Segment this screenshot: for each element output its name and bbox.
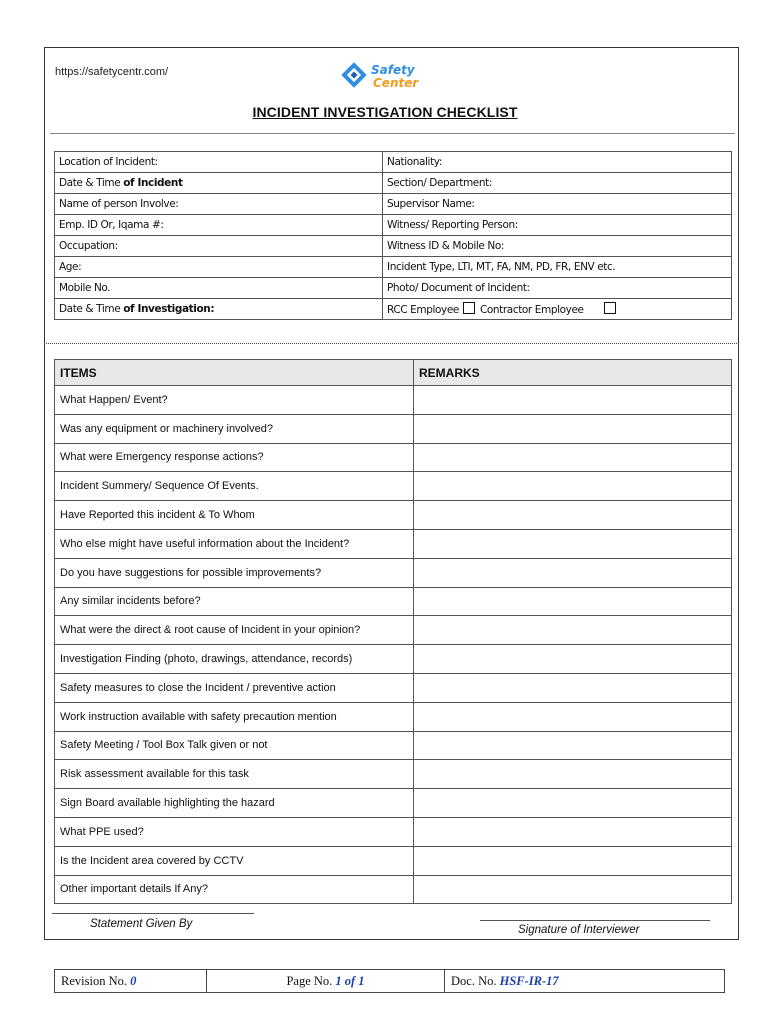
doc-number-cell (445, 970, 725, 993)
info-row (55, 152, 732, 173)
document-footer (54, 969, 725, 993)
remarks-cell[interactable] (414, 386, 732, 415)
remarks-cell[interactable] (414, 673, 732, 702)
employee-type-field (383, 299, 732, 320)
checklist-row (55, 875, 732, 904)
checklist-item: Any similar incidents before? (55, 587, 414, 616)
statement-signature-line (52, 913, 254, 914)
occupation-field[interactable]: Occupation: (55, 236, 383, 257)
age-field[interactable]: Age: (55, 257, 383, 278)
info-row (55, 278, 732, 299)
mobile-field[interactable]: Mobile No. (55, 278, 383, 299)
dotted-divider (44, 343, 739, 344)
checklist-row (55, 731, 732, 760)
remarks-cell[interactable] (414, 529, 732, 558)
info-row (55, 299, 732, 320)
remarks-cell[interactable] (414, 645, 732, 674)
checklist-item: Risk assessment available for this task (55, 760, 414, 789)
checklist-row (55, 817, 732, 846)
checklist-row (55, 501, 732, 530)
checklist-row (55, 846, 732, 875)
checklist-item: Incident Summery/ Sequence Of Events. (55, 472, 414, 501)
page-label: Page No. (286, 973, 333, 988)
checklist-item: Investigation Finding (photo, drawings, attendance, records) (55, 645, 414, 674)
checklist-row (55, 616, 732, 645)
interviewer-signature-line (480, 920, 710, 921)
field-label-bold: of Investigation: (123, 303, 215, 315)
doc-label: Doc. No. (451, 973, 497, 988)
info-row (55, 173, 732, 194)
revision-cell (55, 970, 207, 993)
info-row (55, 215, 732, 236)
field-label: Date & Time (59, 303, 124, 315)
remarks-cell[interactable] (414, 702, 732, 731)
info-row (55, 194, 732, 215)
checklist-item: What PPE used? (55, 817, 414, 846)
header-divider (50, 133, 735, 134)
remarks-cell[interactable] (414, 846, 732, 875)
interviewer-signature-label: Signature of Interviewer (518, 924, 640, 936)
remarks-cell[interactable] (414, 731, 732, 760)
page-title: INCIDENT INVESTIGATION CHECKLIST (252, 104, 518, 120)
witness-field[interactable]: Witness/ Reporting Person: (383, 215, 732, 236)
location-field[interactable]: Location of Incident: (55, 152, 383, 173)
nationality-field[interactable]: Nationality: (383, 152, 732, 173)
remarks-cell[interactable] (414, 501, 732, 530)
incident-info-table (54, 151, 732, 320)
department-field[interactable]: Section/ Department: (383, 173, 732, 194)
checklist-row (55, 645, 732, 674)
footer-row (55, 970, 725, 993)
checklist-row (55, 789, 732, 818)
remarks-cell[interactable] (414, 817, 732, 846)
rcc-employee-label: RCC Employee (387, 304, 459, 316)
remarks-column-header: REMARKS (414, 360, 732, 386)
checklist-row (55, 587, 732, 616)
checklist-item: What were the direct & root cause of Incident in your opinion? (55, 616, 414, 645)
checklist-row (55, 529, 732, 558)
investigation-datetime-field[interactable] (55, 299, 383, 320)
checklist-item: Other important details If Any? (55, 875, 414, 904)
checklist-row (55, 702, 732, 731)
remarks-cell[interactable] (414, 789, 732, 818)
checklist-item: Who else might have useful information about the Incident? (55, 529, 414, 558)
checklist-table (54, 359, 732, 904)
field-label-bold: of Incident (123, 177, 183, 189)
doc-value: HSF-IR-17 (499, 973, 559, 988)
remarks-cell[interactable] (414, 414, 732, 443)
revision-label: Revision No. (61, 973, 127, 988)
checklist-row (55, 558, 732, 587)
remarks-cell[interactable] (414, 587, 732, 616)
contractor-employee-label: Contractor Employee (479, 304, 584, 316)
witness-id-field[interactable]: Witness ID & Mobile No: (383, 236, 732, 257)
person-name-field[interactable]: Name of person Involve: (55, 194, 383, 215)
checklist-row (55, 673, 732, 702)
remarks-cell[interactable] (414, 875, 732, 904)
revision-value: 0 (130, 973, 137, 988)
field-label: Date & Time (59, 177, 124, 189)
checklist-item: Safety Meeting / Tool Box Talk given or not (55, 731, 414, 760)
incident-datetime-field[interactable] (55, 173, 383, 194)
photo-document-field[interactable]: Photo/ Document of Incident: (383, 278, 732, 299)
info-row (55, 236, 732, 257)
checklist-item: Was any equipment or machinery involved? (55, 414, 414, 443)
svg-text:Safety: Safety (371, 63, 415, 77)
checklist-item: Sign Board available highlighting the hazard (55, 789, 414, 818)
page-number-cell (207, 970, 445, 993)
checklist-item: Work instruction available with safety precaution mention (55, 702, 414, 731)
svg-text:Center: Center (373, 76, 419, 90)
checklist-row (55, 414, 732, 443)
checklist-item: Have Reported this incident & To Whom (55, 501, 414, 530)
emp-id-field[interactable]: Emp. ID Or, Iqama #: (55, 215, 383, 236)
page-value: 1 of 1 (335, 973, 365, 988)
remarks-cell[interactable] (414, 443, 732, 472)
checklist-row (55, 472, 732, 501)
checklist-row (55, 386, 732, 415)
checklist-item: Is the Incident area covered by CCTV (55, 846, 414, 875)
supervisor-field[interactable]: Supervisor Name: (383, 194, 732, 215)
info-row (55, 257, 732, 278)
checklist-row (55, 443, 732, 472)
checklist-item: What Happen/ Event? (55, 386, 414, 415)
incident-type-field[interactable]: Incident Type, LTI, MT, FA, NM, PD, FR, ENV etc. (383, 257, 732, 278)
remarks-cell[interactable] (414, 558, 732, 587)
source-url: https://safetycentr.com/ (55, 66, 169, 78)
rcc-employee-checkbox[interactable] (463, 302, 475, 314)
items-column-header: ITEMS (55, 360, 414, 386)
safety-center-logo (340, 60, 440, 90)
checklist-header (55, 360, 732, 386)
statement-given-by-label: Statement Given By (90, 918, 193, 930)
checklist-row (55, 760, 732, 789)
remarks-cell[interactable] (414, 616, 732, 645)
contractor-employee-checkbox[interactable] (604, 302, 616, 314)
checklist-item: Do you have suggestions for possible improvements? (55, 558, 414, 587)
remarks-cell[interactable] (414, 472, 732, 501)
checklist-item: Safety measures to close the Incident / preventive action (55, 673, 414, 702)
remarks-cell[interactable] (414, 760, 732, 789)
checklist-item: What were Emergency response actions? (55, 443, 414, 472)
